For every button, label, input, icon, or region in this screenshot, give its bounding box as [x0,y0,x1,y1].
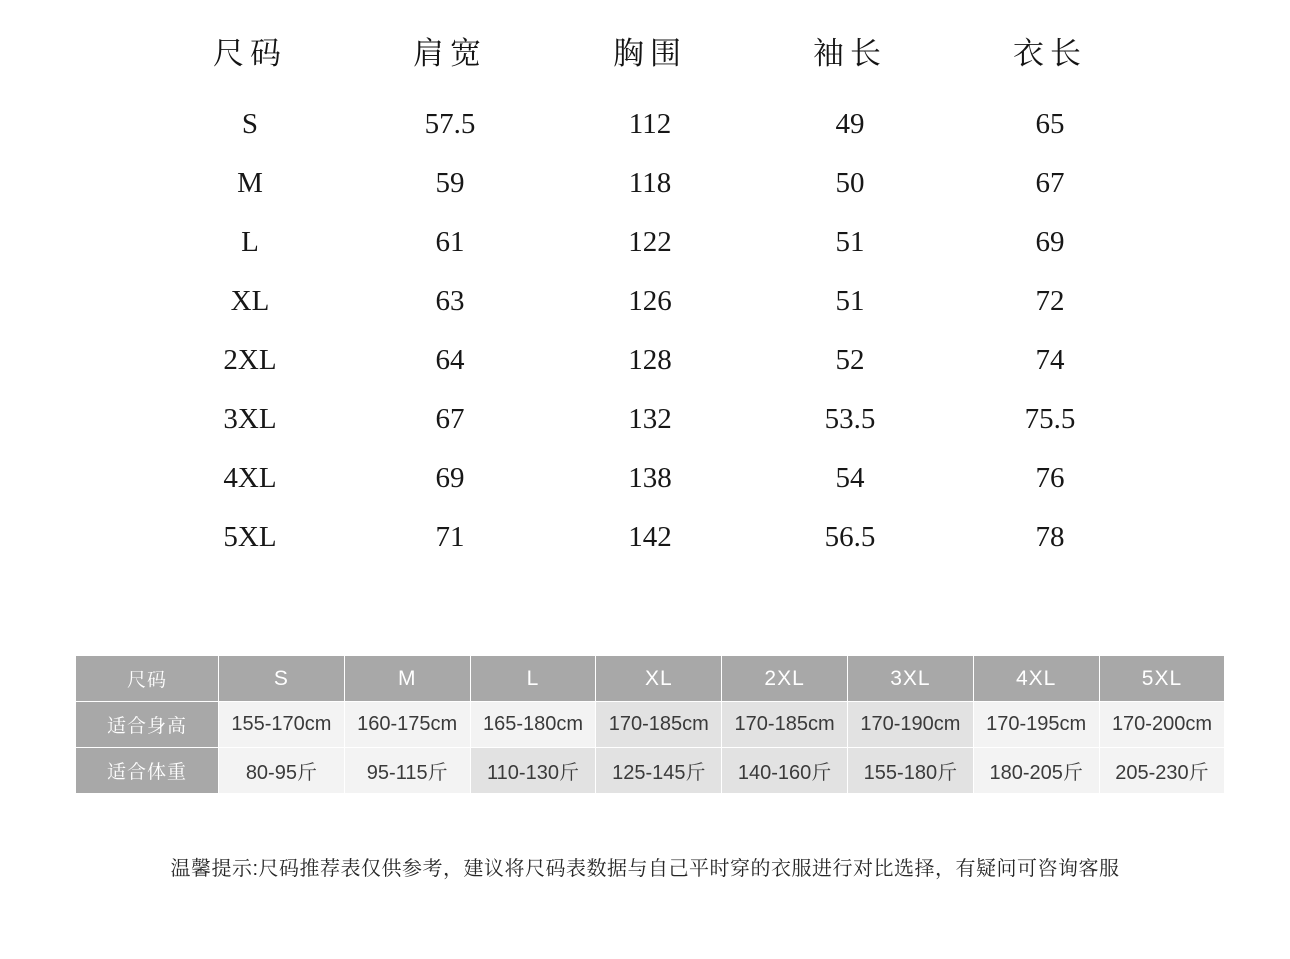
table-row [150,95,1150,154]
cell-bust: 112 [628,108,672,140]
rec-row-label-height: 适合身高 [76,702,219,748]
recommendation-weight-row [76,748,1225,794]
rec-header-size-5xl: 5XL [1099,656,1225,702]
cell-size: S [241,108,259,140]
cell-bust: 142 [628,521,672,553]
cell-sleeve: 51 [835,226,865,258]
table-row [150,213,1150,272]
cell-length: 74 [1035,344,1065,376]
cell-size: 2XL [223,344,277,376]
cell-shoulder: 57.5 [424,108,476,140]
rec-header-size-3xl: 3XL [847,656,973,702]
rec-header-size-2xl: 2XL [722,656,848,702]
cell-size: XL [230,285,270,317]
cell-bust: 126 [628,285,672,317]
rec-header-size-s: S [219,656,345,702]
rec-height-s: 155-170cm [219,702,345,748]
cell-bust: 138 [628,462,672,494]
rec-weight-2xl: 140-160斤 [722,748,848,794]
rec-height-2xl: 170-185cm [722,702,848,748]
cell-length: 78 [1035,521,1065,553]
table-row [150,154,1150,213]
cell-sleeve: 50 [835,167,865,199]
table-row [150,390,1150,449]
cell-sleeve: 56.5 [824,521,876,553]
column-header-bust: 胸围 [613,36,687,71]
rec-header-label: 尺码 [76,656,219,702]
cell-sleeve: 53.5 [824,403,876,435]
cell-shoulder: 61 [435,226,465,258]
cell-length: 72 [1035,285,1065,317]
cell-sleeve: 52 [835,344,865,376]
recommendation-table [75,655,1225,794]
recommendation-section [75,655,1225,794]
measurement-table [150,18,1150,567]
cell-bust: 132 [628,403,672,435]
cell-size: 4XL [223,462,277,494]
table-row [150,449,1150,508]
rec-height-l: 165-180cm [470,702,596,748]
cell-length: 65 [1035,108,1065,140]
rec-row-label-weight: 适合体重 [76,748,219,794]
rec-weight-3xl: 155-180斤 [847,748,973,794]
cell-bust: 122 [628,226,672,258]
cell-length: 69 [1035,226,1065,258]
cell-length: 67 [1035,167,1065,199]
cell-shoulder: 71 [435,521,465,553]
rec-height-m: 160-175cm [344,702,470,748]
rec-height-xl: 170-185cm [596,702,722,748]
table-row [150,331,1150,390]
rec-header-size-l: L [470,656,596,702]
cell-size: M [237,167,263,199]
rec-height-4xl: 170-195cm [973,702,1099,748]
rec-weight-4xl: 180-205斤 [973,748,1099,794]
cell-length: 75.5 [1024,403,1076,435]
rec-header-size-xl: XL [596,656,722,702]
table-row [150,508,1150,567]
cell-size: L [241,226,259,258]
cell-sleeve: 54 [835,462,865,494]
cell-shoulder: 59 [435,167,465,199]
cell-bust: 118 [628,167,672,199]
column-header-size: 尺码 [213,36,287,71]
cell-sleeve: 51 [835,285,865,317]
rec-header-size-4xl: 4XL [973,656,1099,702]
rec-weight-5xl: 205-230斤 [1099,748,1225,794]
column-header-shoulder: 肩宽 [413,36,487,71]
measurement-header-row [150,18,1150,95]
cell-size: 5XL [223,521,277,553]
recommendation-header-row [76,656,1225,702]
cell-shoulder: 67 [435,403,465,435]
rec-weight-s: 80-95斤 [219,748,345,794]
recommendation-height-row [76,702,1225,748]
table-row [150,272,1150,331]
cell-size: 3XL [223,403,277,435]
rec-weight-l: 110-130斤 [470,748,596,794]
rec-height-5xl: 170-200cm [1099,702,1225,748]
column-header-length: 衣长 [1013,36,1087,71]
rec-weight-m: 95-115斤 [344,748,470,794]
cell-shoulder: 64 [435,344,465,376]
cell-sleeve: 49 [835,108,865,140]
cell-shoulder: 69 [435,462,465,494]
rec-header-size-m: M [344,656,470,702]
rec-height-3xl: 170-190cm [847,702,973,748]
rec-weight-xl: 125-145斤 [596,748,722,794]
column-header-sleeve: 袖长 [813,36,887,71]
cell-bust: 128 [628,344,672,376]
cell-shoulder: 63 [435,285,465,317]
cell-length: 76 [1035,462,1065,494]
size-note: 温馨提示:尺码推荐表仅供参考，建议将尺码表数据与自己平时穿的衣服进行对比选择，有疑问可咨询客服 [170,858,1120,880]
